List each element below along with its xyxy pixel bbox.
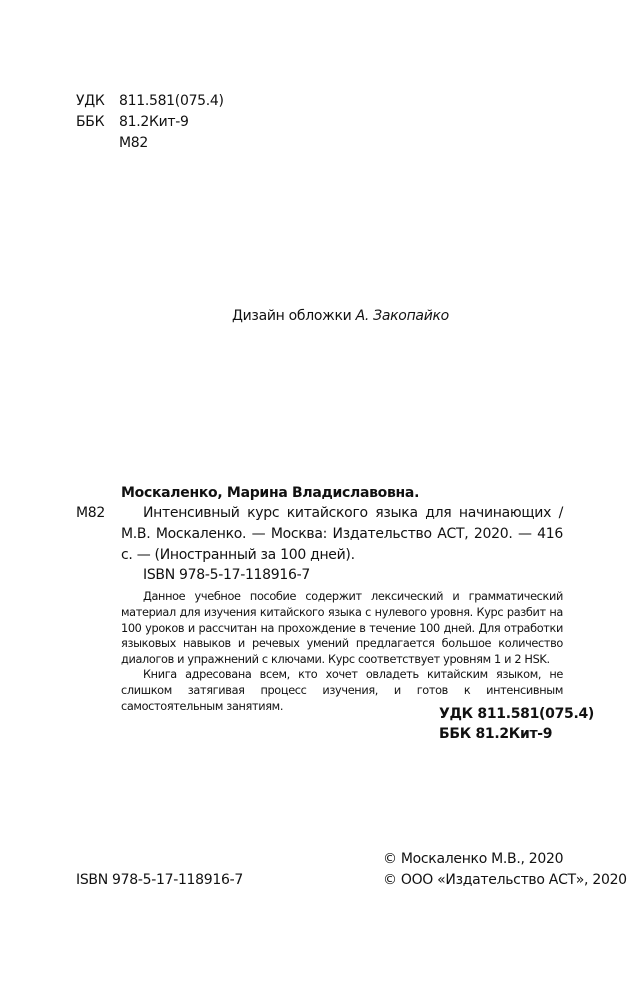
catalog-isbn: ISBN 978-5-17-118916-7 [143,567,310,583]
cover-design-credit [232,306,449,327]
catalog-annotation-2: Книга адресована всем, кто хочет овладеть китайским языком, не слишком затягивая процесс изучения, и готов к интенсивным самостоятельным занятиям. [121,668,563,713]
udk-value: 811.581(075.4) [119,93,224,109]
cover-design-label: Дизайн обложки [232,308,352,324]
copyright-author: © Москаленко М.В., 2020 [383,851,564,867]
classification-header [76,91,224,154]
catalog-annotation-1: Данное учебное пособие содержит лексический и грамматический материал для изучения китайского языка с нулевого уровня. Курс разбит на 100 уроков и рассчитан на прохождение в течение 100 дней. Для отработки языковых навыков и речевых умений предлагается большое количество диалогов и упражнений с ключами. Курс соответствует уровням 1 и 2 HSK. [121,590,563,667]
bbk-label: ББК [76,114,105,130]
author-mark: М82 [119,135,148,151]
catalog-bbk: ББК 81.2Кит-9 [439,726,553,742]
catalog-description: Интенсивный курс китайского языка для начинающих / М.В. Москаленко. — Москва: Издательство АСТ, 2020. — 416 с. — (Иностранный за 100 дней). [121,505,563,563]
catalog-udk: УДК 811.581(075.4) [439,706,595,722]
udk-line [76,91,224,112]
author-mark-line [76,133,224,154]
catalog-author-heading: Москаленко, Марина Владиславовна. [121,485,420,501]
udk-label: УДК [76,93,105,109]
copyright-publisher: © ООО «Издательство АСТ», 2020 [383,872,627,888]
bbk-line [76,112,224,133]
catalog-author-mark: М82 [76,505,105,521]
footer-isbn: ISBN 978-5-17-118916-7 [76,872,243,888]
bbk-value: 81.2Кит-9 [119,114,189,130]
cover-designer-name: А. Закопайко [355,308,449,324]
